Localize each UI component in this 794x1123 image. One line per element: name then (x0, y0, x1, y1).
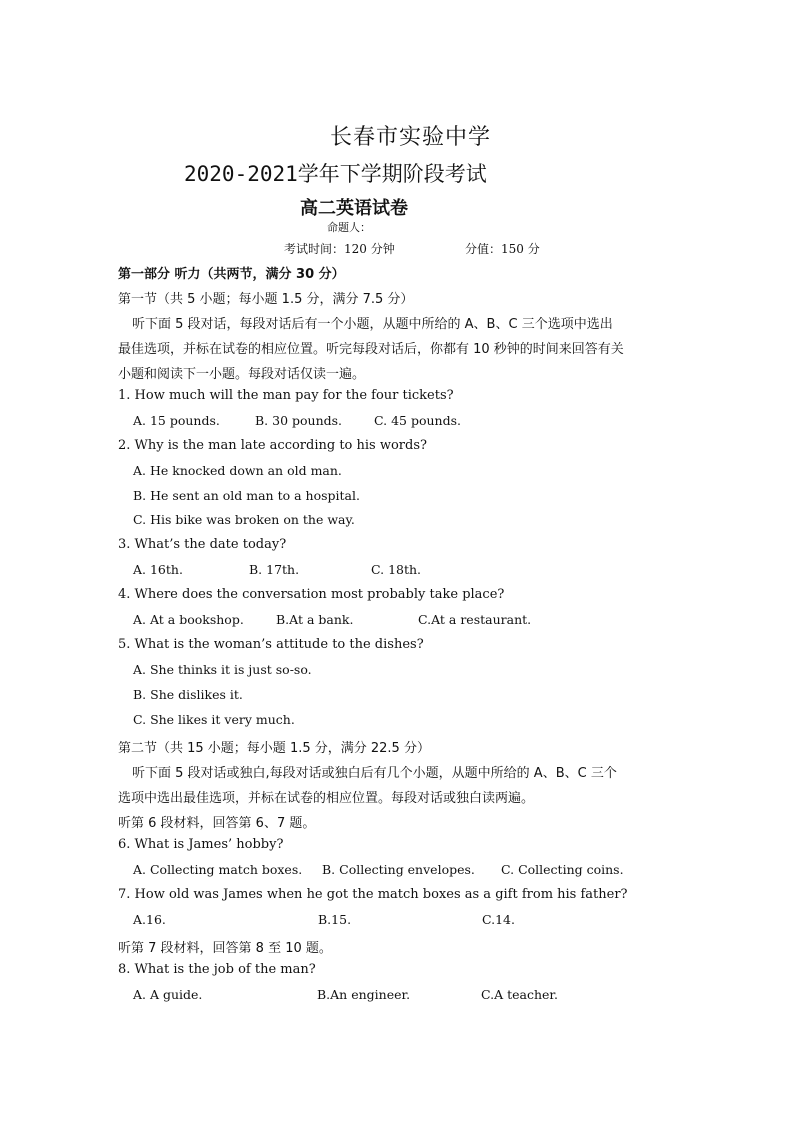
question-text: 4. Where does the conversation most probably take place? (118, 587, 505, 602)
question-setter: 命题人： (327, 221, 371, 234)
option-b: B.15. (318, 912, 352, 927)
exam-term: 2020-2021学年下学期阶段考试 (184, 162, 487, 186)
section1-instruction-line: 听下面 5 段对话，每段对话后有一个小题，从题中所给的 A、B、C 三个选项中选出 (132, 317, 613, 332)
option-b: B. She dislikes it. (133, 687, 243, 702)
material-7-heading: 听第 7 段材料，回答第 8 至 10 题。 (118, 941, 332, 956)
section2-title: 第二节（共 15 小题；每小题 1.5 分，满分 22.5 分） (118, 741, 430, 756)
question-text: 5. What is the woman’s attitude to the dishes? (118, 637, 424, 652)
option-a: A. She thinks it is just so-so. (133, 662, 312, 677)
section2-instruction-line: 选项中选出最佳选项，并标在试卷的相应位置。每段对话或独白读两遍。 (118, 791, 535, 806)
option-c: C. Collecting coins. (501, 862, 624, 877)
option-c: C.14. (482, 912, 515, 927)
option-a: A. Collecting match boxes. (133, 862, 303, 877)
option-b: B. He sent an old man to a hospital. (133, 488, 360, 503)
question-text: 1. How much will the man pay for the four tickets? (118, 388, 454, 403)
question-text: 2. Why is the man late according to his words? (118, 438, 427, 453)
option-a: A. At a bookshop. (133, 612, 244, 627)
option-c: C.At a restaurant. (418, 612, 532, 627)
exam-score: 分值：150 分 (465, 242, 540, 256)
section1-instruction-line: 最佳选项，并标在试卷的相应位置。听完每段对话后，你都有 10 秒钟的时间来回答有关 (118, 342, 624, 357)
material-6-heading: 听第 6 段材料，回答第 6、7 题。 (118, 816, 316, 831)
option-a: A. He knocked down an old man. (133, 463, 342, 478)
option-b: B. 30 pounds. (255, 413, 343, 428)
option-c: C. His bike was broken on the way. (133, 512, 355, 527)
school-name: 长春市实验中学 (330, 125, 492, 150)
option-b: B. 17th. (249, 562, 300, 577)
option-b: B.An engineer. (317, 987, 411, 1002)
option-a: A.16. (133, 912, 166, 927)
option-a: A. A guide. (133, 987, 203, 1002)
section2-instruction-line: 听下面 5 段对话或独白,每段对话或独白后有几个小题，从题中所给的 A、B、C 三个 (132, 766, 617, 781)
option-a: A. 15 pounds. (133, 413, 220, 428)
exam-subject: 高二英语试卷 (300, 198, 408, 219)
option-b: B. Collecting envelopes. (322, 862, 475, 877)
exam-time: 考试时间：120 分钟 (284, 242, 395, 256)
option-c: C. 45 pounds. (374, 413, 461, 428)
option-c: C. She likes it very much. (133, 712, 295, 727)
question-text: 8. What is the job of the man? (118, 962, 316, 977)
option-a: A. 16th. (133, 562, 183, 577)
section1-instruction-line: 小题和阅读下一小题。每段对话仅读一遍。 (118, 367, 366, 382)
option-c: C.A teacher. (481, 987, 558, 1002)
question-text: 3. What’s the date today? (118, 537, 287, 552)
section1-title: 第一节（共 5 小题；每小题 1.5 分，满分 7.5 分） (118, 292, 414, 307)
question-text: 6. What is James’ hobby? (118, 837, 284, 852)
option-c: C. 18th. (371, 562, 422, 577)
option-b: B.At a bank. (276, 612, 354, 627)
part1-title: 第一部分 听力（共两节，满分 30 分） (118, 267, 345, 282)
question-text: 7. How old was James when he got the match boxes as a gift from his father? (118, 887, 628, 902)
